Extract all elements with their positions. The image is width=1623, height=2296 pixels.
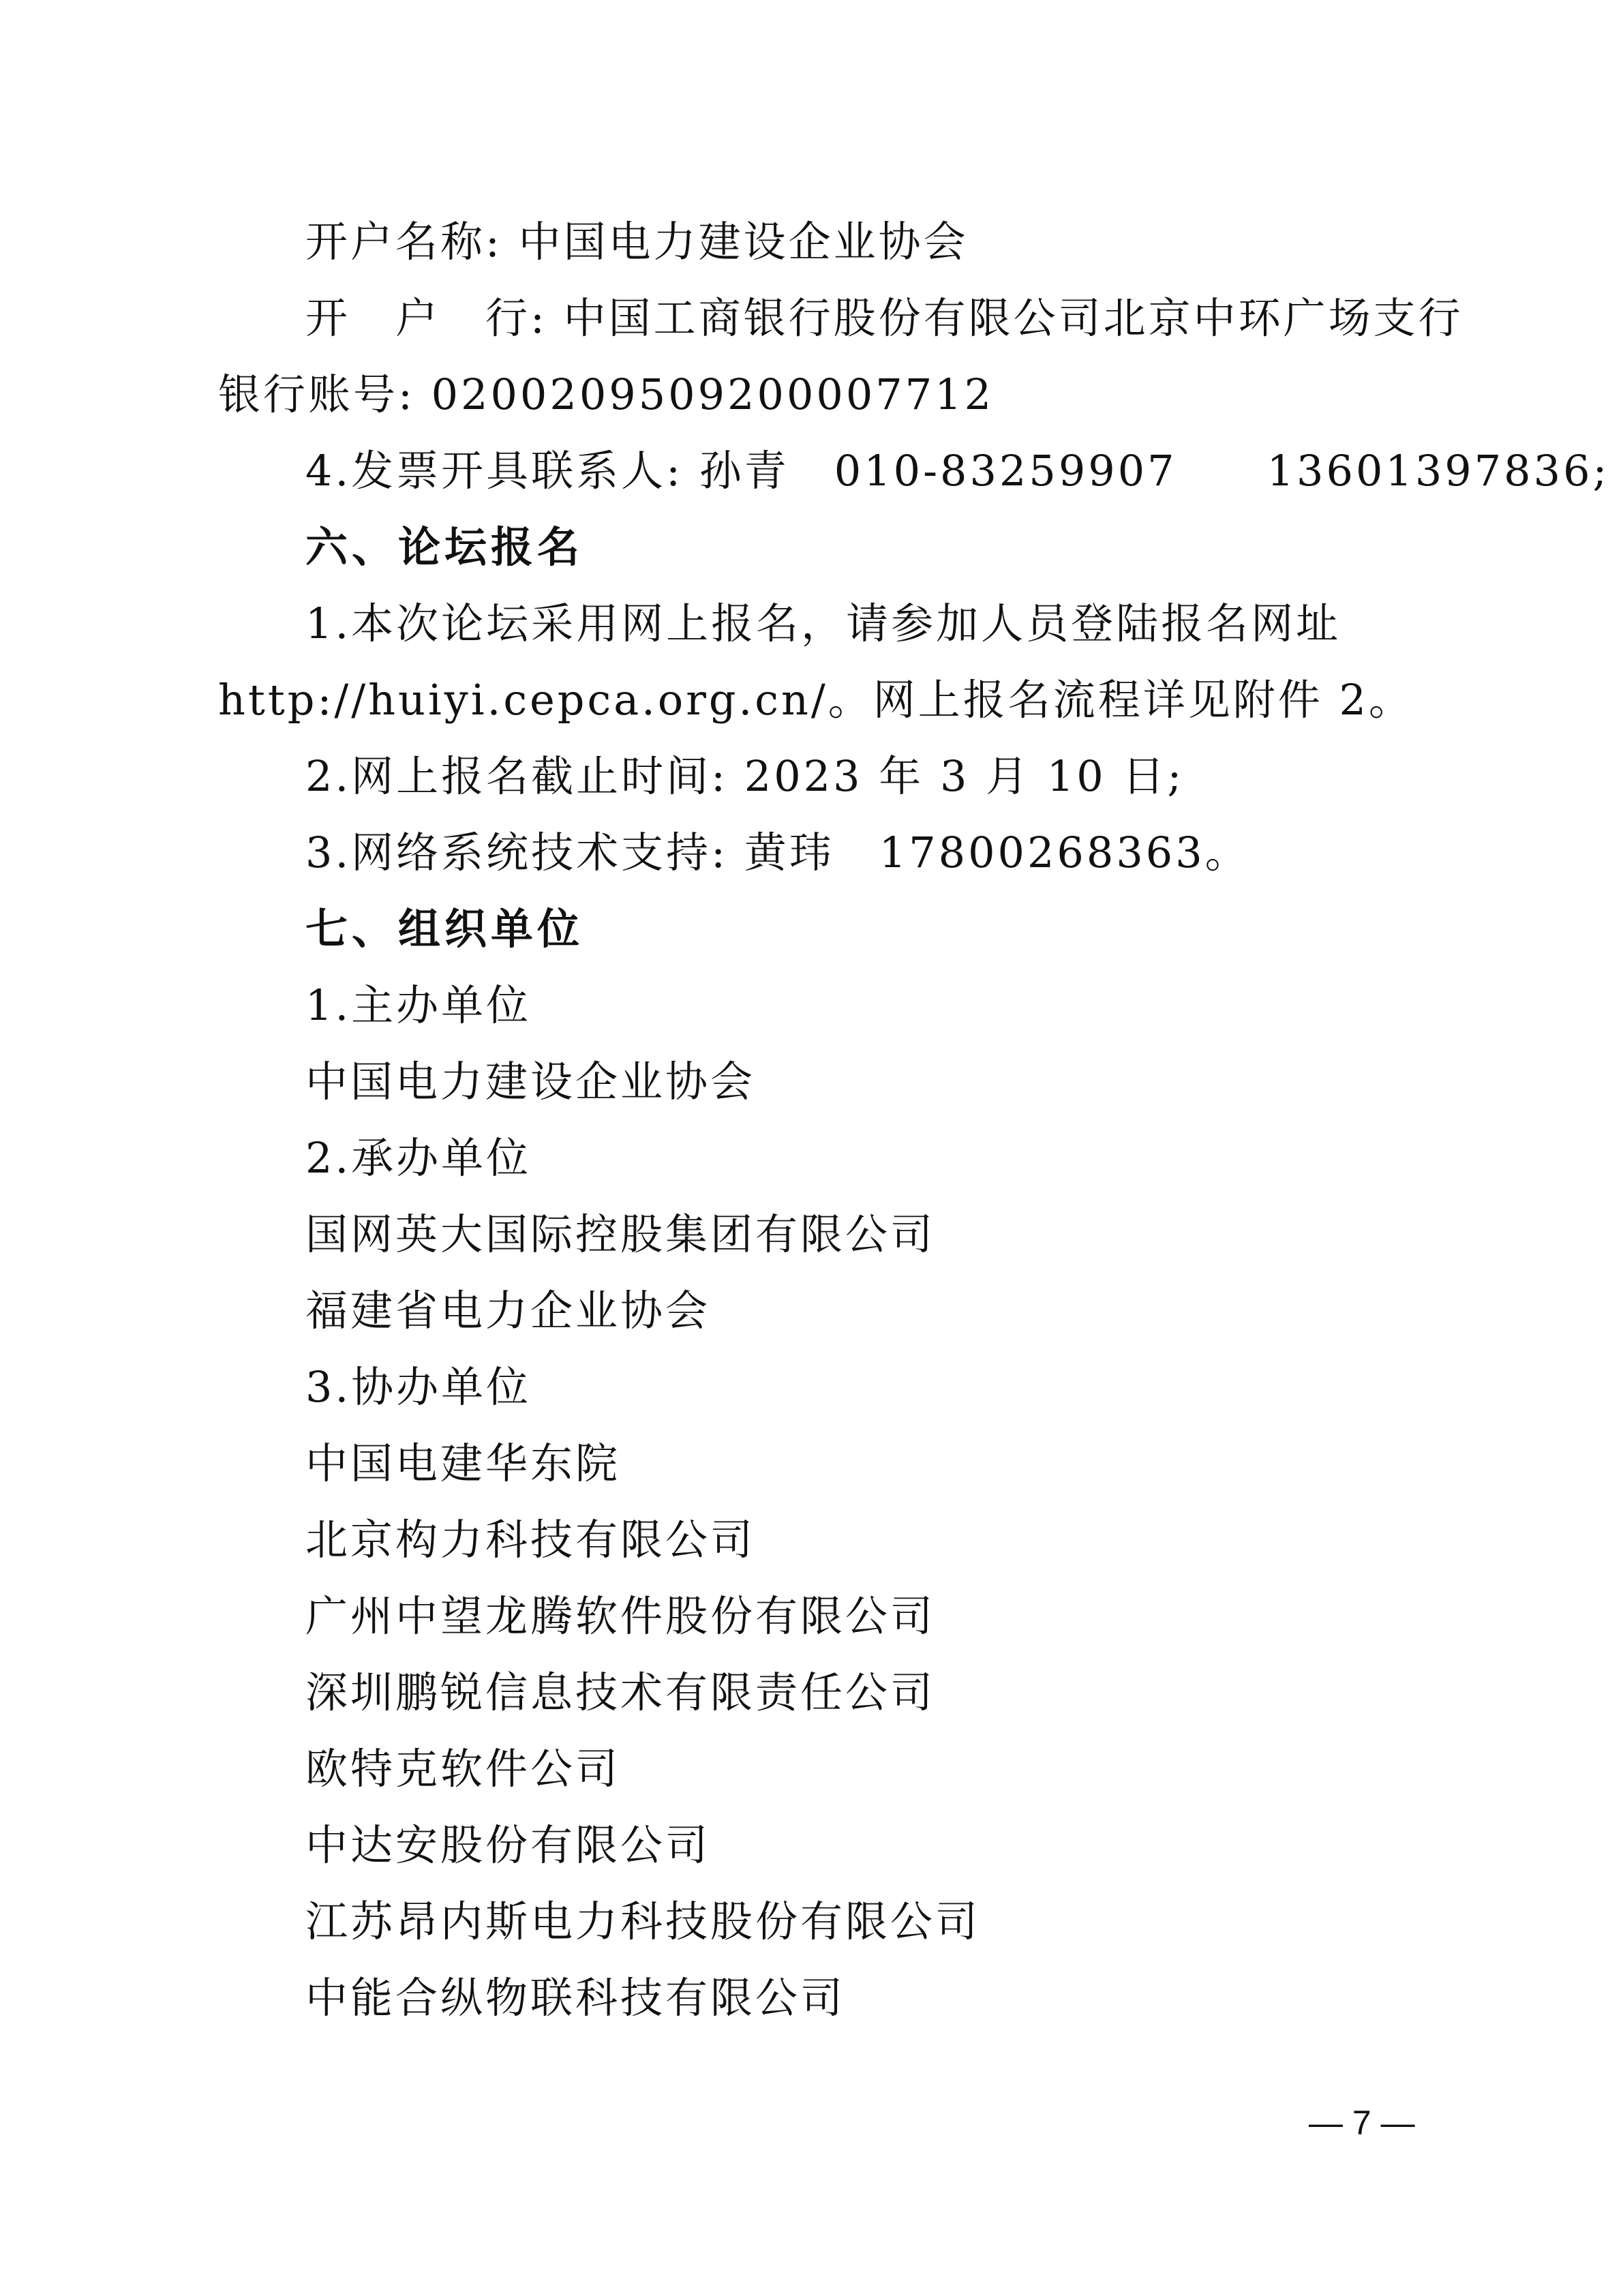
co-organizer-org-7: 江苏昂内斯电力科技股份有限公司	[305, 1897, 981, 1946]
bank-account-line: 银行账号: 0200209509200007712	[218, 369, 995, 419]
co-organizer-org-5: 欧特克软件公司	[305, 1744, 621, 1794]
co-organizer-org-4: 深圳鹏锐信息技术有限责任公司	[305, 1667, 936, 1717]
host-label: 1.主办单位	[305, 980, 532, 1030]
organizer-label: 2.承办单位	[305, 1133, 532, 1183]
co-organizer-org-8: 中能合纵物联科技有限公司	[305, 1973, 846, 2023]
organizer-org-2: 福建省电力企业协会	[305, 1286, 711, 1335]
bank-branch-line: 开 户 行: 中国工商银行股份有限公司北京中环广场支行	[305, 293, 1463, 343]
registration-url-line: http://huiyi.cepca.org.cn/。网上报名流程详见附件 2。	[218, 675, 1414, 725]
registration-deadline-line: 2.网上报名截止时间: 2023 年 3 月 10 日;	[305, 751, 1185, 801]
organizer-org-1: 国网英大国际控股集团有限公司	[305, 1209, 936, 1259]
registration-item-1: 1.本次论坛采用网上报名，请参加人员登陆报名网址	[305, 599, 1341, 648]
page-number: — 7 —	[1309, 2104, 1415, 2142]
co-organizer-org-2: 北京构力科技有限公司	[305, 1515, 756, 1565]
co-organizer-org-6: 中达安股份有限公司	[305, 1820, 711, 1870]
invoice-contact-line: 4.发票开具联系人: 孙青 010-83259907 13601397836;	[305, 446, 1610, 496]
tech-support-line: 3.网络系统技术支持: 黄玮 17800268363。	[305, 828, 1250, 877]
co-organizer-org-3: 广州中望龙腾软件股份有限公司	[305, 1591, 936, 1641]
host-org: 中国电力建设企业协会	[305, 1057, 756, 1106]
section-heading-organizers: 七、组织单位	[305, 904, 584, 954]
account-name-line: 开户名称: 中国电力建设企业协会	[305, 217, 969, 267]
co-organizer-org-1: 中国电建华东院	[305, 1438, 621, 1488]
co-organizer-label: 3.协办单位	[305, 1362, 532, 1412]
section-heading-registration: 六、论坛报名	[305, 522, 584, 572]
